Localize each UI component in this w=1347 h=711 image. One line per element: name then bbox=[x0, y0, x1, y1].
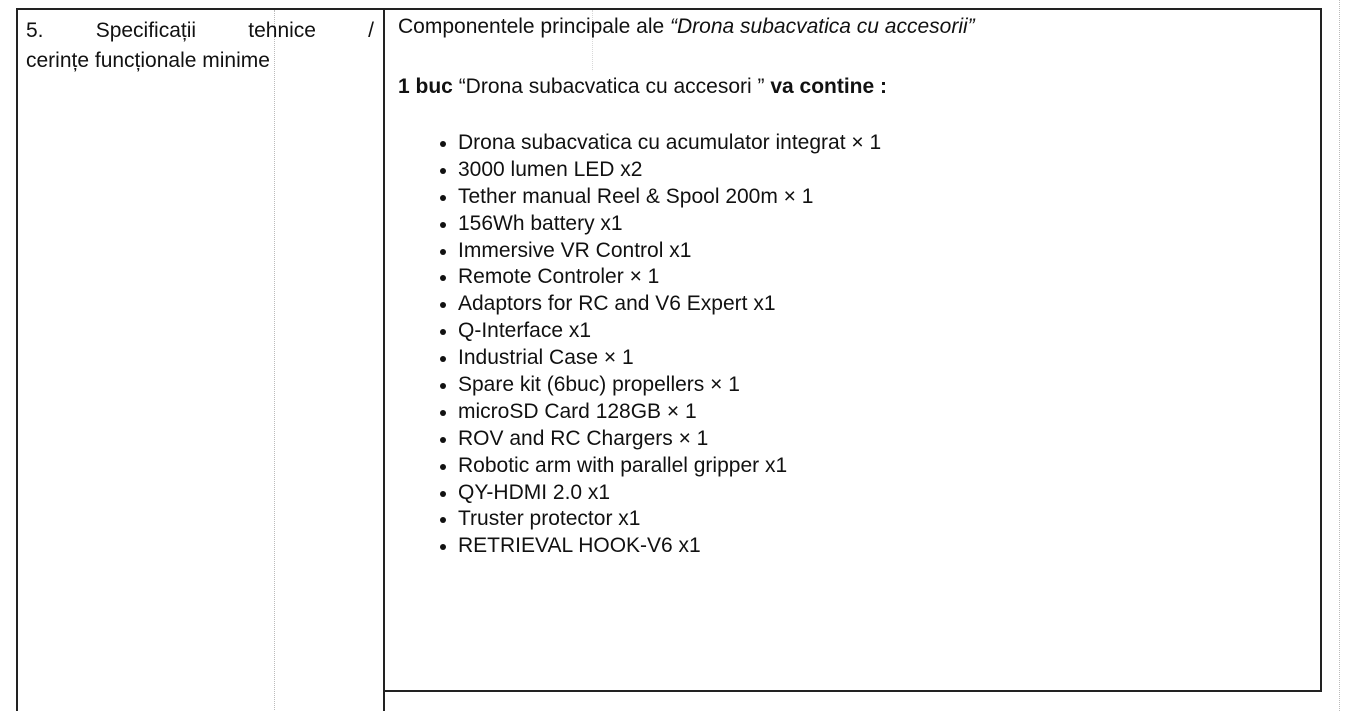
list-item-text: Adaptors for RC and V6 Expert x1 bbox=[458, 292, 776, 316]
label-line-1 bbox=[26, 16, 374, 46]
content-heading bbox=[398, 12, 1308, 42]
list-item bbox=[398, 399, 1308, 426]
table-right-border bbox=[1320, 8, 1322, 692]
list-item bbox=[398, 318, 1308, 345]
bullet-icon bbox=[440, 410, 446, 416]
list-item bbox=[398, 533, 1308, 560]
list-item-text: Immersive VR Control x1 bbox=[458, 238, 692, 262]
list-item-text: Truster protector x1 bbox=[458, 507, 641, 531]
specification-content-cell bbox=[398, 12, 1308, 560]
bullet-icon bbox=[440, 356, 446, 362]
list-item-text: Tether manual Reel & Spool 200m × 1 bbox=[458, 184, 814, 208]
bullet-icon bbox=[440, 249, 446, 255]
list-item bbox=[398, 291, 1308, 318]
list-item-text: QY-HDMI 2.0 x1 bbox=[458, 480, 611, 504]
table-left-border bbox=[16, 8, 18, 711]
list-item bbox=[398, 264, 1308, 291]
list-item-text: microSD Card 128GB × 1 bbox=[458, 399, 697, 423]
list-item bbox=[398, 184, 1308, 211]
bullet-icon bbox=[440, 464, 446, 470]
heading-prefix: Componentele principale ale bbox=[398, 15, 671, 38]
bullet-icon bbox=[440, 275, 446, 281]
scan-artifact-line bbox=[274, 10, 275, 710]
bullet-icon bbox=[440, 491, 446, 497]
label-word: 5. bbox=[26, 19, 44, 42]
list-item-text: Q-Interface x1 bbox=[458, 319, 592, 343]
scan-artifact-line bbox=[1339, 0, 1340, 711]
list-item-text: Remote Controler × 1 bbox=[458, 265, 660, 289]
bullet-icon bbox=[440, 168, 446, 174]
content-subheading bbox=[398, 72, 1308, 102]
subheading-product-name: “Drona subacvatica cu accesori ” bbox=[452, 75, 771, 98]
list-item-text: 156Wh battery x1 bbox=[458, 211, 623, 235]
bullet-icon bbox=[440, 195, 446, 201]
bullet-icon bbox=[440, 329, 446, 335]
bullet-icon bbox=[440, 302, 446, 308]
list-item-text: Spare kit (6buc) propellers × 1 bbox=[458, 373, 740, 397]
bullet-icon bbox=[440, 437, 446, 443]
table-column-divider bbox=[383, 8, 385, 711]
component-list bbox=[398, 130, 1308, 560]
table-bottom-border bbox=[383, 690, 1322, 692]
list-item-text: Drona subacvatica cu acumulator integrat × 1 bbox=[458, 131, 882, 154]
bullet-icon bbox=[440, 517, 446, 523]
bullet-icon bbox=[440, 222, 446, 228]
label-word: / bbox=[368, 19, 374, 42]
list-item bbox=[398, 238, 1308, 265]
list-item bbox=[398, 372, 1308, 399]
list-item bbox=[398, 480, 1308, 507]
bullet-icon bbox=[440, 544, 446, 550]
label-word: tehnice bbox=[248, 19, 316, 42]
bullet-icon bbox=[440, 383, 446, 389]
list-item bbox=[398, 130, 1308, 157]
list-item bbox=[398, 157, 1308, 184]
list-item bbox=[398, 345, 1308, 372]
heading-product-name: “Drona subacvatica cu accesorii” bbox=[670, 15, 975, 38]
bullet-icon bbox=[440, 141, 446, 147]
specification-label-cell bbox=[26, 16, 374, 76]
list-item-text: ROV and RC Chargers × 1 bbox=[458, 426, 709, 450]
label-line-2: cerințe funcționale minime bbox=[26, 49, 270, 72]
list-item-text: RETRIEVAL HOOK-V6 x1 bbox=[458, 534, 701, 558]
label-word: Specificații bbox=[95, 19, 197, 42]
list-item bbox=[398, 426, 1308, 453]
list-item bbox=[398, 506, 1308, 533]
list-item bbox=[398, 453, 1308, 480]
list-item-text: 3000 lumen LED x2 bbox=[458, 157, 643, 181]
subheading-quantity: 1 buc bbox=[398, 75, 453, 98]
list-item-text: Robotic arm with parallel gripper x1 bbox=[458, 453, 788, 477]
list-item-text: Industrial Case × 1 bbox=[458, 346, 634, 370]
list-item bbox=[398, 211, 1308, 238]
subheading-suffix: va contine : bbox=[770, 75, 888, 98]
table-top-border bbox=[16, 8, 1322, 10]
